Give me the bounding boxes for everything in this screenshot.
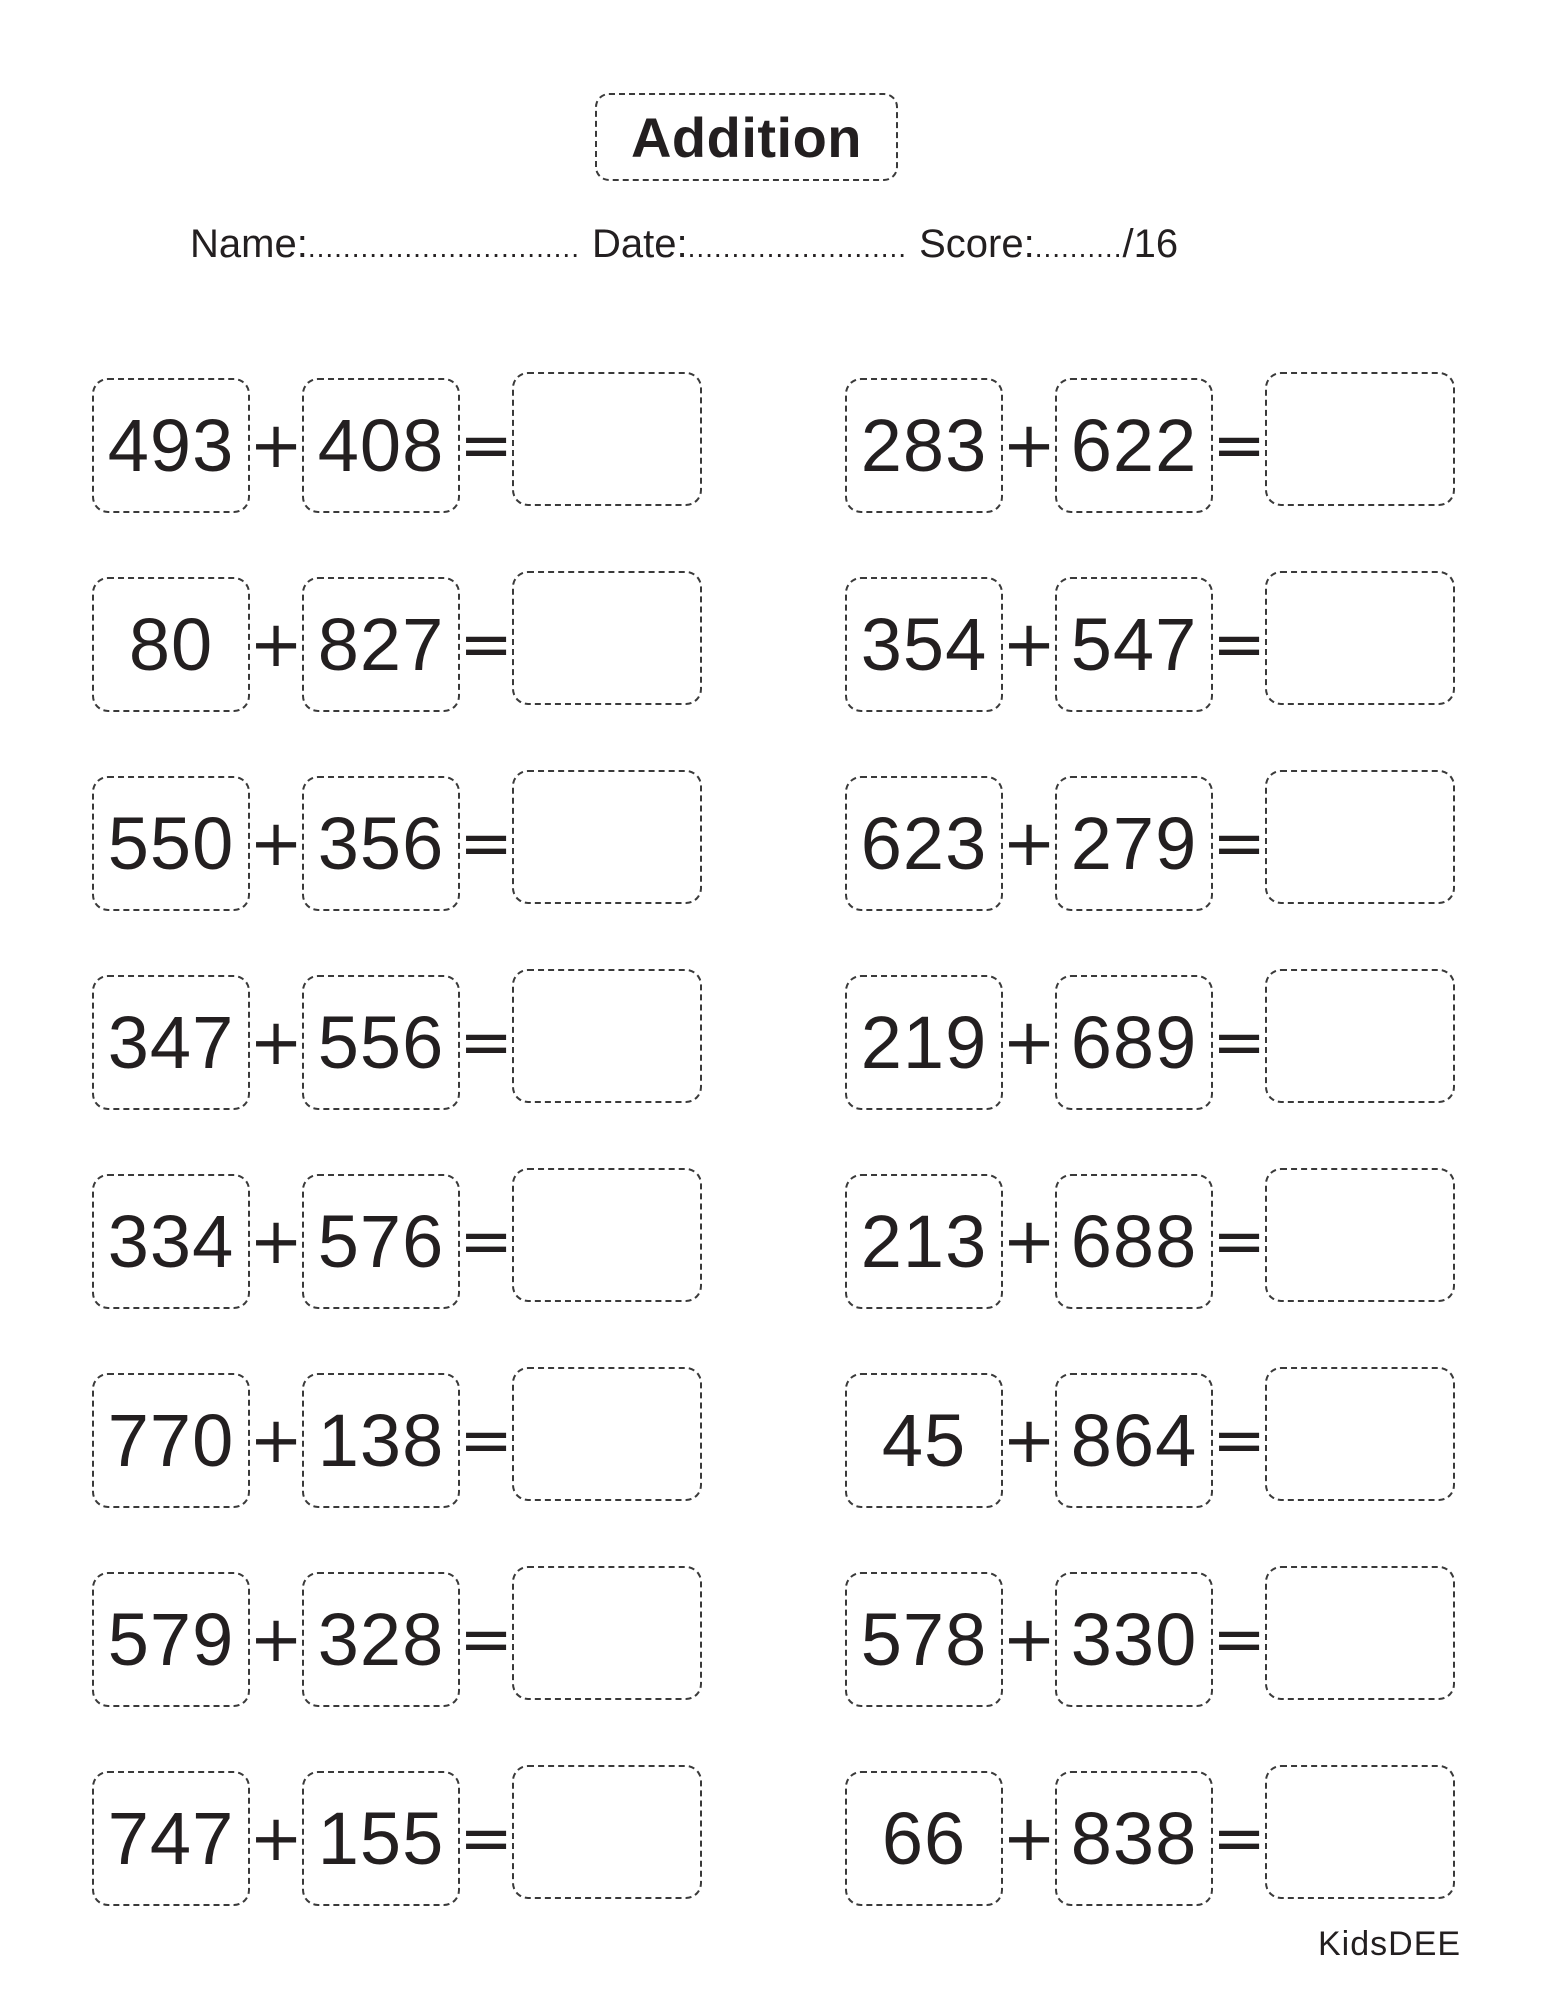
page-title: Addition xyxy=(630,105,863,169)
answer-box[interactable] xyxy=(512,571,702,705)
addend-1: 493 xyxy=(92,378,250,513)
plus-sign: + xyxy=(249,1204,303,1279)
equals-sign: = xyxy=(459,1204,513,1279)
equals-sign: = xyxy=(459,408,513,483)
addend-2: 356 xyxy=(302,776,460,911)
addend-1: 354 xyxy=(845,577,1003,712)
equals-sign: = xyxy=(1212,1204,1266,1279)
answer-box[interactable] xyxy=(1265,1566,1455,1700)
answer-box[interactable] xyxy=(512,1367,702,1501)
equals-sign: = xyxy=(1212,1403,1266,1478)
score-blank[interactable]: .......... xyxy=(1034,232,1123,263)
plus-sign: + xyxy=(1002,408,1056,483)
answer-box[interactable] xyxy=(1265,1168,1455,1302)
addend-1: 579 xyxy=(92,1572,250,1707)
addend-1: 770 xyxy=(92,1373,250,1508)
addend-1: 283 xyxy=(845,378,1003,513)
name-label: Name: xyxy=(190,222,308,266)
answer-box[interactable] xyxy=(1265,372,1455,506)
addend-2: 864 xyxy=(1055,1373,1213,1508)
addend-1: 219 xyxy=(845,975,1003,1110)
plus-sign: + xyxy=(249,408,303,483)
addend-1: 45 xyxy=(845,1373,1003,1508)
plus-sign: + xyxy=(1002,1801,1056,1876)
answer-box[interactable] xyxy=(1265,1765,1455,1899)
addend-1: 747 xyxy=(92,1771,250,1906)
equals-sign: = xyxy=(459,1602,513,1677)
addend-2: 689 xyxy=(1055,975,1213,1110)
addend-2: 138 xyxy=(302,1373,460,1508)
date-label: Date: xyxy=(591,222,688,266)
addend-1: 347 xyxy=(92,975,250,1110)
addend-1: 213 xyxy=(845,1174,1003,1309)
plus-sign: + xyxy=(249,1005,303,1080)
answer-box[interactable] xyxy=(512,372,702,506)
addend-2: 330 xyxy=(1055,1572,1213,1707)
plus-sign: + xyxy=(1002,1403,1056,1478)
equals-sign: = xyxy=(459,1005,513,1080)
addend-2: 556 xyxy=(302,975,460,1110)
plus-sign: + xyxy=(249,806,303,881)
plus-sign: + xyxy=(1002,1602,1056,1677)
equals-sign: = xyxy=(1212,1602,1266,1677)
title-box xyxy=(595,93,898,181)
answer-box[interactable] xyxy=(512,1765,702,1899)
answer-box[interactable] xyxy=(512,969,702,1103)
equals-sign: = xyxy=(1212,607,1266,682)
addend-1: 623 xyxy=(845,776,1003,911)
plus-sign: + xyxy=(249,1403,303,1478)
addend-1: 578 xyxy=(845,1572,1003,1707)
name-blank[interactable]: ............................... xyxy=(307,232,580,263)
equals-sign: = xyxy=(1212,1801,1266,1876)
addend-1: 80 xyxy=(92,577,250,712)
addend-2: 838 xyxy=(1055,1771,1213,1906)
plus-sign: + xyxy=(1002,607,1056,682)
answer-box[interactable] xyxy=(1265,969,1455,1103)
plus-sign: + xyxy=(1002,1204,1056,1279)
plus-sign: + xyxy=(1002,1005,1056,1080)
equals-sign: = xyxy=(1212,806,1266,881)
equals-sign: = xyxy=(459,1403,513,1478)
addend-1: 66 xyxy=(845,1771,1003,1906)
addend-2: 279 xyxy=(1055,776,1213,911)
addend-2: 547 xyxy=(1055,577,1213,712)
plus-sign: + xyxy=(249,607,303,682)
brand-footer: KidsDEE xyxy=(1318,1925,1462,1963)
addend-2: 688 xyxy=(1055,1174,1213,1309)
addend-2: 328 xyxy=(302,1572,460,1707)
score-label: Score: xyxy=(919,222,1035,266)
date-blank[interactable]: ......................... xyxy=(687,232,908,263)
score-total: /16 xyxy=(1122,222,1179,266)
equals-sign: = xyxy=(459,806,513,881)
addend-2: 827 xyxy=(302,577,460,712)
answer-box[interactable] xyxy=(1265,571,1455,705)
plus-sign: + xyxy=(249,1801,303,1876)
equals-sign: = xyxy=(1212,408,1266,483)
addend-2: 576 xyxy=(302,1174,460,1309)
addend-2: 622 xyxy=(1055,378,1213,513)
equals-sign: = xyxy=(459,607,513,682)
student-info-line xyxy=(190,222,1190,278)
addend-1: 550 xyxy=(92,776,250,911)
equals-sign: = xyxy=(1212,1005,1266,1080)
plus-sign: + xyxy=(249,1602,303,1677)
addend-1: 334 xyxy=(92,1174,250,1309)
addend-2: 155 xyxy=(302,1771,460,1906)
addend-2: 408 xyxy=(302,378,460,513)
plus-sign: + xyxy=(1002,806,1056,881)
answer-box[interactable] xyxy=(512,770,702,904)
answer-box[interactable] xyxy=(1265,770,1455,904)
answer-box[interactable] xyxy=(1265,1367,1455,1501)
equals-sign: = xyxy=(459,1801,513,1876)
answer-box[interactable] xyxy=(512,1168,702,1302)
answer-box[interactable] xyxy=(512,1566,702,1700)
